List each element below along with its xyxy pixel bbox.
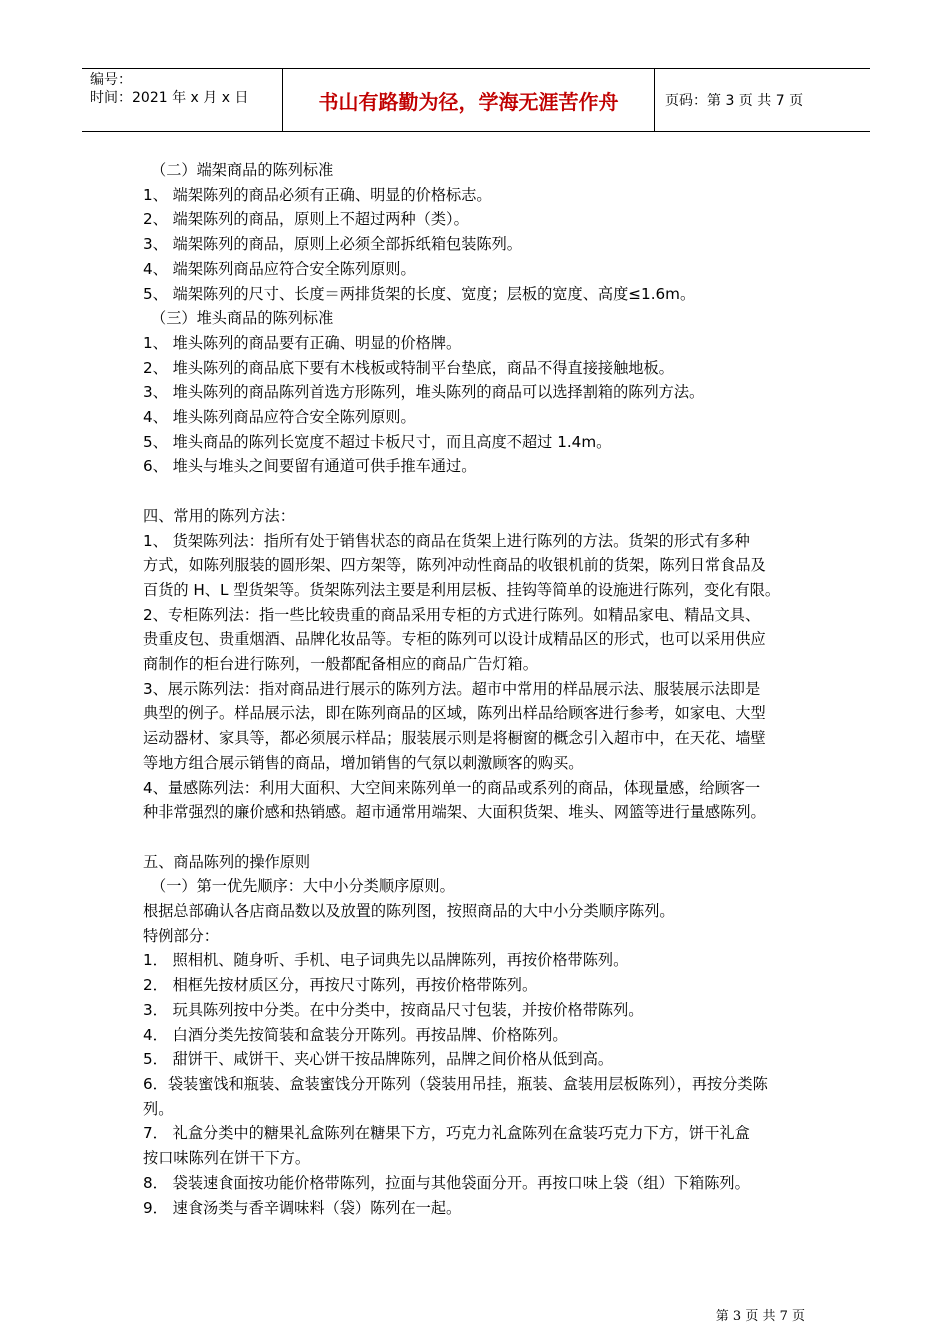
text-line: 6．袋装蜜饯和瓶装、盒装蜜饯分开陈列（袋装用吊挂，瓶装、盒装用层板陈列），再按分类陈 (143, 1074, 768, 1093)
text-line: 特例部分： (143, 926, 219, 945)
text-line: 7． 礼盒分类中的糖果礼盒陈列在糖果下方，巧克力礼盒陈列在盒装巧克力下方，饼干礼盒 (143, 1124, 750, 1143)
text-line: 5、 堆头商品的陈列长宽度不超过卡板尺寸，而且高度不超过 1.4m。 (143, 432, 612, 451)
header-page-info: 页码：第 3 页 共 7 页 (665, 93, 804, 109)
text-line: 2、 端架陈列的商品，原则上不超过两种（类）。 (143, 210, 469, 229)
text-line: 1、 端架陈列的商品必须有正确、明显的价格标志。 (143, 185, 492, 204)
text-line: 典型的例子。样品展示法，即在陈列商品的区域，陈列出样品给顾客进行参考，如家电、大型 (143, 704, 766, 723)
text-line: 6、 堆头与堆头之间要留有通道可供手推车通过。 (143, 457, 477, 476)
text-line: （一）第一优先顺序：大中小分类顺序原则。 (151, 877, 455, 896)
text-line: 运动器材、家具等，都必须展示样品；服装展示则是将橱窗的概念引入超市中，在天花、墙壁 (143, 729, 766, 748)
text-line: 四、常用的陈列方法： (143, 506, 295, 525)
text-line: 3． 玩具陈列按中分类。在中分类中，按商品尺寸包装，并按价格带陈列。 (143, 1000, 644, 1019)
text-line: 1、 堆头陈列的商品要有正确、明显的价格牌。 (143, 333, 462, 352)
time-label: 时间：2021 年 x 月 x 日 (90, 90, 249, 106)
text-line: 2、 堆头陈列的商品底下要有木栈板或特制平台垫底，商品不得直接接触地板。 (143, 358, 674, 377)
text-line: 4、量感陈列法：利用大面积、大空间来陈列单一的商品或系列的商品，体现量感，给顾客一 (143, 778, 761, 797)
header-motto: 书山有路勤为径，学海无涯苦作舟 (282, 69, 655, 131)
text-line: 9． 速食汤类与香辛调味料（袋）陈列在一起。 (143, 1198, 462, 1217)
text-line: 4． 白酒分类先按简装和盒装分开陈列。再按品牌、价格陈列。 (143, 1025, 568, 1044)
text-line: 8． 袋装速食面按功能价格带陈列，拉面与其他袋面分开。再按口味上袋（组）下箱陈列。 (143, 1173, 750, 1192)
text-line: 1、 货架陈列法：指所有处于销售状态的商品在货架上进行陈列的方法。货架的形式有多种 (143, 531, 750, 550)
text-line: 3、 堆头陈列的商品陈列首选方形陈列，堆头陈列的商品可以选择割箱的陈列方法。 (143, 383, 705, 402)
text-line: 1． 照相机、随身听、手机、电子词典先以品牌陈列，再按价格带陈列。 (143, 951, 629, 970)
header-meta (82, 69, 282, 131)
text-line: 方式，如陈列服装的圆形架、四方架等，陈列冲动性商品的收银机前的货架，陈列日常食品及 (143, 556, 766, 575)
text-line: （三）堆头商品的陈列标准 (151, 309, 334, 328)
text-line: 贵重皮包、贵重烟酒、品牌化妆品等。专柜的陈列可以设计成精品区的形式，也可以采用供应 (143, 630, 766, 649)
page-header (82, 68, 870, 132)
text-line: 根据总部确认各店商品数以及放置的陈列图，按照商品的大中小分类顺序陈列。 (143, 902, 675, 921)
text-line: 2、专柜陈列法：指一些比较贵重的商品采用专柜的方式进行陈列。如精品家电、精品文具、 (143, 605, 761, 624)
text-line: 按口味陈列在饼干下方。 (143, 1149, 311, 1168)
text-line: 列。 (143, 1099, 174, 1118)
text-line: 五、商品陈列的操作原则 (143, 852, 311, 871)
document-body (143, 158, 823, 1220)
text-line: 种非常强烈的廉价感和热销感。超市通常用端架、大面积货架、堆头、网篮等进行量感陈列。 (143, 803, 766, 822)
text-line: 商制作的柜台进行陈列，一般都配备相应的商品广告灯箱。 (143, 655, 538, 674)
text-line: 百货的 H、L 型货架等。货架陈列法主要是利用层板、挂钩等简单的设施进行陈列，变化有限。 (143, 580, 781, 599)
text-line: 5． 甜饼干、咸饼干、夹心饼干按品牌陈列，品牌之间价格从低到高。 (143, 1050, 614, 1069)
text-line: 5、 端架陈列的尺寸、长度＝两排货架的长度、宽度；层板的宽度、高度≤1.6m。 (143, 284, 696, 303)
text-line: 等地方组合展示销售的商品，增加销售的气氛以刺激顾客的购买。 (143, 753, 584, 772)
text-line: 3、 端架陈列的商品，原则上必须全部拆纸箱包装陈列。 (143, 235, 522, 254)
number-label: 编号： (90, 72, 132, 88)
text-line: 3、展示陈列法：指对商品进行展示的陈列方法。超市中常用的样品展示法、服装展示法即是 (143, 679, 761, 698)
blank-line (143, 479, 823, 504)
text-line: （二）端架商品的陈列标准 (151, 161, 334, 179)
text-line: 2． 相框先按材质区分，再按尺寸陈列，再按价格带陈列。 (143, 976, 538, 995)
page-footer: 第 3 页 共 7 页 (715, 1309, 805, 1324)
text-line: 4、 堆头陈列商品应符合安全陈列原则。 (143, 408, 416, 427)
blank-line (143, 825, 823, 850)
text-line: 4、 端架陈列商品应符合安全陈列原则。 (143, 259, 416, 278)
